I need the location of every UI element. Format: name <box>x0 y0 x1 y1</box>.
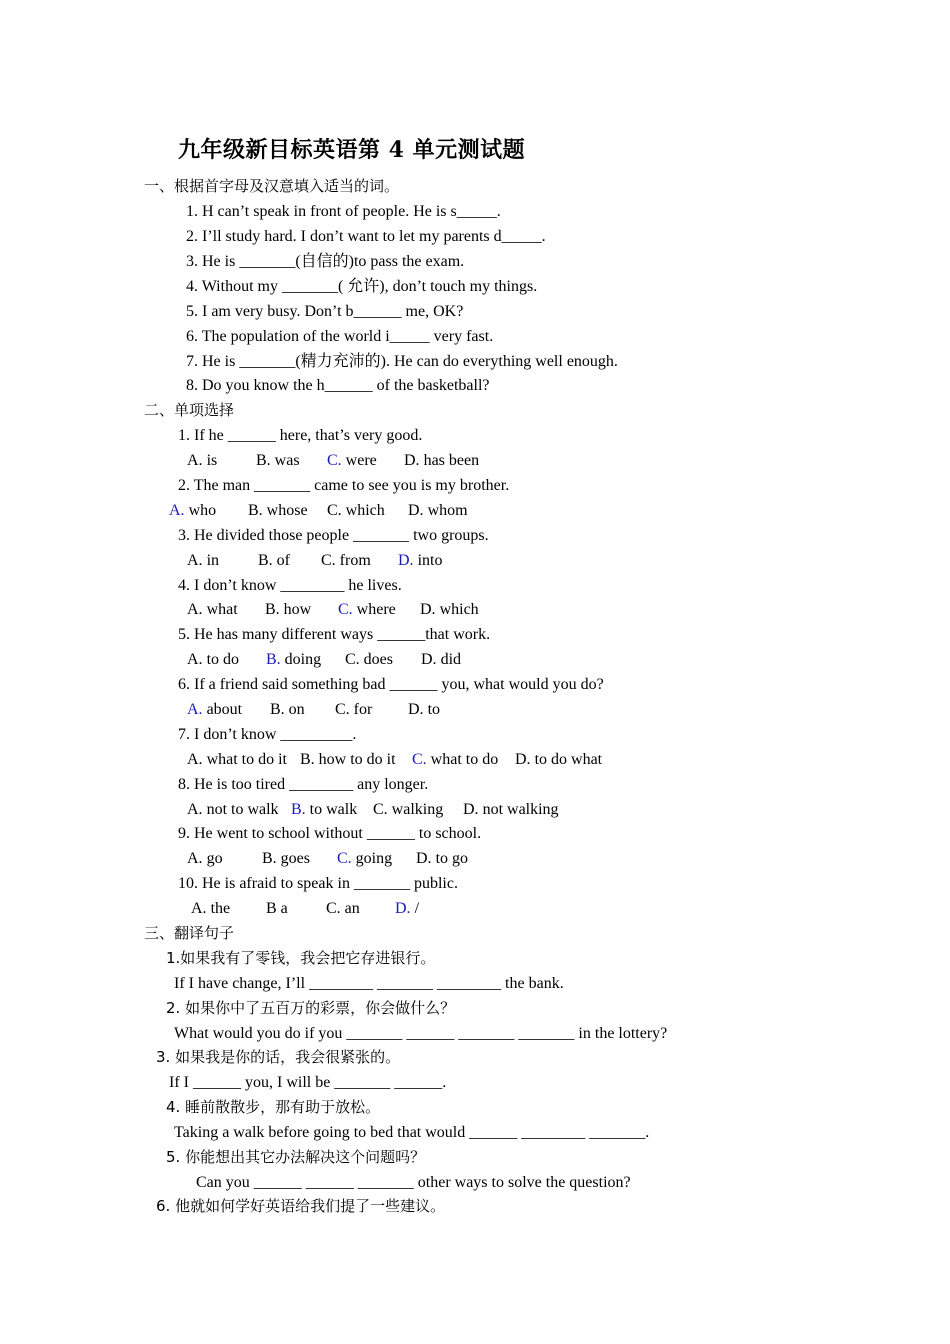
option-text: in <box>202 552 220 569</box>
option-a <box>187 597 238 622</box>
option-text: did <box>436 651 462 668</box>
option-text: does <box>359 651 393 668</box>
option-c <box>321 548 371 573</box>
option-letter: C. <box>321 552 336 569</box>
option-letter: C. <box>327 502 342 519</box>
option-a <box>187 846 223 871</box>
option-letter: A. <box>191 900 207 917</box>
option-text: which <box>435 601 479 618</box>
option-text: has been <box>419 452 480 469</box>
option-text: to do what <box>530 751 603 768</box>
answer-letter: B. <box>266 651 281 668</box>
option-d <box>404 448 479 473</box>
option-letter: D. <box>416 850 432 867</box>
option-letter: C. <box>373 801 388 818</box>
option-c <box>326 896 360 921</box>
option-letter: A. <box>187 850 203 867</box>
answer-letter: A. <box>169 502 185 519</box>
option-letter: D. <box>515 751 531 768</box>
question-text: 2. The man _______ came to see you is my brother. <box>178 477 510 494</box>
option-c <box>412 747 498 772</box>
translation-english: What would you do if you _______ ______ _______ _______ in the lottery? <box>174 1025 668 1042</box>
option-text: was <box>270 452 300 469</box>
option-b <box>262 846 310 871</box>
answer-letter: D. <box>398 552 414 569</box>
option-text: which <box>341 502 385 519</box>
option-text: about <box>202 701 243 718</box>
option-text: how <box>279 601 312 618</box>
option-c <box>337 846 392 871</box>
option-text: to do <box>202 651 240 668</box>
question-text: 10. He is afraid to speak in _______ public. <box>178 875 458 892</box>
option-d <box>420 597 479 622</box>
option-text: where <box>352 601 396 618</box>
answer-letter: D. <box>395 900 411 917</box>
translation-chinese: 4. 睡前散散步，那有助于放松。 <box>166 1098 381 1116</box>
option-text: to <box>423 701 441 718</box>
answer-letter: C. <box>412 751 427 768</box>
option-a <box>191 896 230 921</box>
option-letter: D. <box>420 601 436 618</box>
option-letter: A. <box>187 651 203 668</box>
option-a <box>187 797 279 822</box>
fill-in-item: 1. H can’t speak in front of people. He is s_____. <box>186 203 501 220</box>
translation-chinese: 6. 他就如何学好英语给我们提了一些建议。 <box>156 1197 446 1215</box>
fill-in-item: 2. I’ll study hard. I don’t want to let my parents d_____. <box>186 228 546 245</box>
option-text: not walking <box>478 801 559 818</box>
option-c <box>345 647 393 672</box>
option-a <box>187 647 239 672</box>
option-text: to go <box>431 850 469 867</box>
option-text: who <box>184 502 217 519</box>
option-b <box>256 448 300 473</box>
option-text: what <box>202 601 238 618</box>
option-text: walking <box>387 801 444 818</box>
option-text: the <box>206 900 231 917</box>
option-letter: A. <box>187 801 203 818</box>
answer-letter: B. <box>291 801 306 818</box>
option-letter: B. <box>270 701 285 718</box>
option-letter: D. <box>408 701 424 718</box>
option-text: doing <box>280 651 322 668</box>
answer-letter: A. <box>187 701 203 718</box>
option-b <box>266 647 321 672</box>
option-text: were <box>341 452 377 469</box>
option-b <box>270 697 305 722</box>
translation-chinese: 2. 如果你中了五百万的彩票，你会做什么？ <box>166 999 456 1017</box>
option-letter: D. <box>421 651 437 668</box>
option-text: what to do <box>426 751 499 768</box>
translation-chinese: 3. 如果我是你的话，我会很紧张的。 <box>156 1048 401 1066</box>
option-text: going <box>351 850 393 867</box>
option-text: whose <box>262 502 308 519</box>
page-title: 九年级新目标英语第 4 单元测试题 <box>178 137 526 163</box>
option-letter: B. <box>258 552 273 569</box>
option-b <box>258 548 290 573</box>
question-text: 8. He is too tired ________ any longer. <box>178 776 429 793</box>
translation-chinese: 5. 你能想出其它办法解决这个问题吗？ <box>166 1148 426 1166</box>
option-text: whom <box>423 502 468 519</box>
option-b <box>265 597 311 622</box>
option-letter: B. <box>300 751 315 768</box>
option-text: not to walk <box>202 801 279 818</box>
answer-letter: C. <box>338 601 353 618</box>
option-c <box>338 597 396 622</box>
option-d <box>395 896 419 921</box>
option-text: to walk <box>305 801 358 818</box>
option-letter: A. <box>187 452 203 469</box>
option-text: from <box>335 552 371 569</box>
option-b <box>300 747 396 772</box>
question-text: 7. I don’t know _________. <box>178 726 357 743</box>
option-c <box>373 797 443 822</box>
option-d <box>398 548 442 573</box>
translation-english: Taking a walk before going to bed that would ______ ________ _______. <box>174 1124 650 1141</box>
option-letter: D. <box>408 502 424 519</box>
option-letter: B <box>266 900 277 917</box>
option-letter: C. <box>335 701 350 718</box>
question-text: 3. He divided those people _______ two groups. <box>178 527 489 544</box>
option-b <box>248 498 308 523</box>
option-a <box>187 697 242 722</box>
option-d <box>408 498 468 523</box>
fill-in-item: 8. Do you know the h______ of the basketball? <box>186 377 490 394</box>
fill-in-item: 5. I am very busy. Don’t b______ me, OK? <box>186 303 464 320</box>
option-d <box>416 846 468 871</box>
option-c <box>327 448 377 473</box>
translation-english: If I ______ you, I will be _______ ______. <box>169 1074 447 1091</box>
section-heading-fill-in: 一、根据首字母及汉意填入适当的词。 <box>144 177 400 195</box>
option-letter: A. <box>187 751 203 768</box>
fill-in-item: 7. He is _______(精力充沛的). He can do everything well enough. <box>186 353 618 370</box>
option-letter: A. <box>187 601 203 618</box>
option-c <box>327 498 385 523</box>
option-text: an <box>340 900 360 917</box>
fill-in-item: 3. He is _______(自信的)to pass the exam. <box>186 253 465 270</box>
fill-in-item: 4. Without my _______( 允许), don’t touch my things. <box>186 278 538 295</box>
translation-english: Can you ______ ______ _______ other ways to solve the question? <box>196 1174 631 1191</box>
question-text: 1. If he ______ here, that’s very good. <box>178 427 423 444</box>
option-letter: C. <box>326 900 341 917</box>
option-text: / <box>410 900 420 917</box>
option-letter: D. <box>463 801 479 818</box>
option-letter: C. <box>345 651 360 668</box>
translation-english: If I have change, I’ll ________ _______ ________ the bank. <box>174 975 564 992</box>
option-letter: B. <box>256 452 271 469</box>
option-letter: B. <box>248 502 263 519</box>
option-a <box>169 498 216 523</box>
option-a <box>187 448 217 473</box>
option-text: is <box>202 452 218 469</box>
option-text: into <box>413 552 443 569</box>
option-d <box>408 697 440 722</box>
option-text: how to do it <box>314 751 396 768</box>
question-text: 6. If a friend said something bad ______ you, what would you do? <box>178 676 604 693</box>
option-letter: B. <box>262 850 277 867</box>
option-c <box>335 697 372 722</box>
option-text: go <box>202 850 223 867</box>
question-text: 4. I don’t know ________ he lives. <box>178 577 402 594</box>
option-a <box>187 548 219 573</box>
option-text: of <box>272 552 290 569</box>
option-a <box>187 747 287 772</box>
section-heading-translation: 三、翻译句子 <box>144 924 235 942</box>
option-text: what to do it <box>202 751 287 768</box>
option-text: a <box>276 900 288 917</box>
option-d <box>421 647 461 672</box>
question-text: 9. He went to school without ______ to school. <box>178 825 482 842</box>
option-text: goes <box>276 850 310 867</box>
answer-letter: C. <box>327 452 342 469</box>
fill-in-item: 6. The population of the world i_____ very fast. <box>186 328 494 345</box>
option-letter: D. <box>404 452 420 469</box>
option-text: for <box>349 701 373 718</box>
answer-letter: C. <box>337 850 352 867</box>
option-d <box>463 797 559 822</box>
option-letter: A. <box>187 552 203 569</box>
section-heading-multiple-choice: 二、单项选择 <box>144 401 235 419</box>
translation-chinese: 1.如果我有了零钱，我会把它存进银行。 <box>166 949 436 967</box>
question-text: 5. He has many different ways ______that work. <box>178 626 491 643</box>
option-d <box>515 747 602 772</box>
option-b <box>266 896 288 921</box>
option-b <box>291 797 357 822</box>
option-text: on <box>284 701 305 718</box>
option-letter: B. <box>265 601 280 618</box>
